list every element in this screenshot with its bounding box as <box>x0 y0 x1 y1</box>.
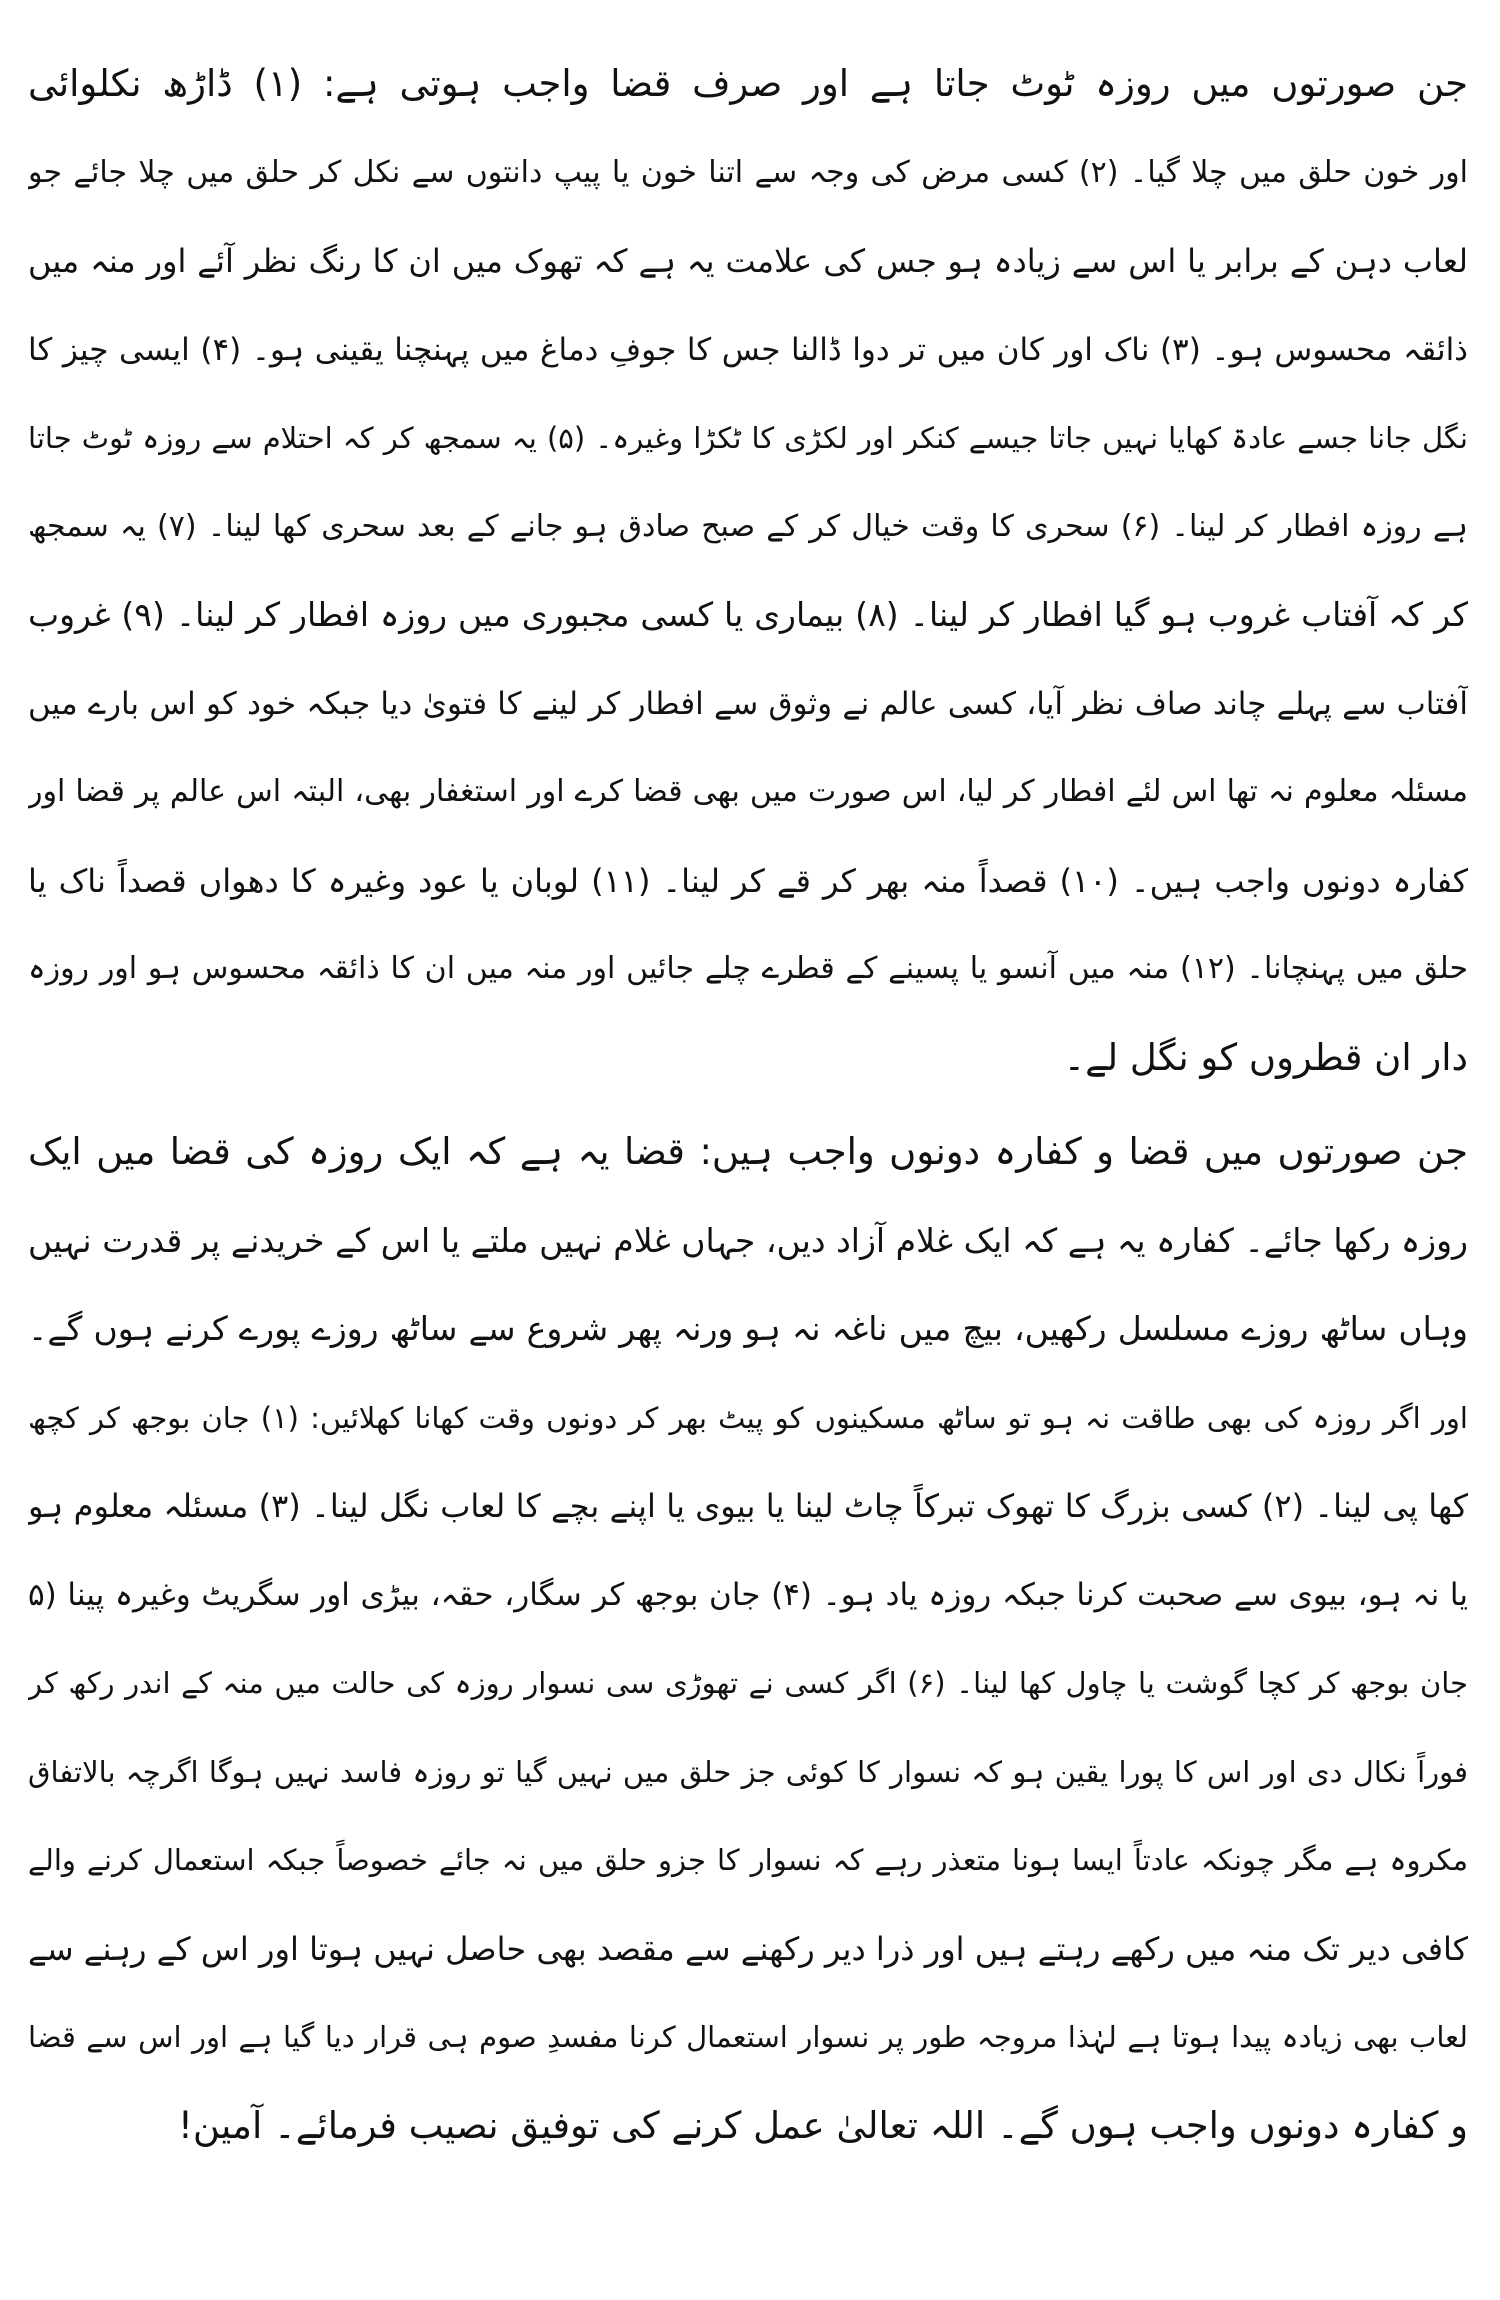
text-line: آفتاب سے پہلے چاند صاف نظر آیا، کسی عالم نے وثوق سے افطار کر لینے کا فتویٰ دیا جبکہ خود کو اس بارے میں <box>28 685 1468 722</box>
text-line: جن صورتوں میں قضا و کفارہ دونوں واجب ہیں: قضا یہ ہے کہ ایک روزہ کی قضا میں ایک <box>28 1130 1468 1173</box>
document-page <box>28 40 1468 2170</box>
text-line: کر کہ آفتاب غروب ہو گیا افطار کر لینا۔ (۸) بیماری یا کسی مجبوری میں روزہ افطار کر لینا۔ (۹) غروب <box>28 595 1468 634</box>
text-line: ذائقہ محسوس ہو۔ (۳) ناک اور کان میں تر دوا ڈالنا جس کا جوفِ دماغ میں پہنچنا یقینی ہو۔ (۴) ایسی چیز کا <box>28 331 1468 368</box>
text-line: دار ان قطروں کو نگل لے۔ <box>1063 1035 1468 1079</box>
paragraph-qaza-and-kaffara <box>28 1108 1468 2170</box>
text-line: روزہ رکھا جائے۔ کفارہ یہ ہے کہ ایک غلام آزاد دیں، جہاں غلام نہیں ملتے یا اس کے خریدنے پر قدرت نہیں <box>28 1220 1468 1260</box>
text-line: حلق میں پہنچانا۔ (۱۲) منہ میں آنسو یا پسینے کے قطرے چلے جائیں اور منہ میں ان کا ذائقہ محسوس ہو اور روزہ <box>28 951 1468 986</box>
text-line: کافی دیر تک منہ میں رکھے رہتے ہیں اور ذرا دیر رکھنے سے مقصد بھی حاصل نہیں ہوتا اور اس کے رہنے سے <box>28 1929 1468 1968</box>
text-line: جان بوجھ کر کچا گوشت یا چاول کھا لینا۔ (۶) اگر کسی نے تھوڑی سی نسوار روزہ کی حالت میں منہ کے اندر رکھ کر <box>28 1666 1468 1700</box>
text-line: فوراً نکال دی اور اس کا پورا یقین ہو کہ نسوار کا کوئی جز حلق میں نہیں گیا تو روزہ فاسد نہیں ہوگا اگرچہ بالاتفاق <box>28 1754 1468 1789</box>
text-line: وہاں ساٹھ روزے مسلسل رکھیں، بیچ میں ناغہ نہ ہو ورنہ پھر شروع سے ساٹھ روزے پورے کرنے ہوں گے۔ <box>28 1309 1468 1348</box>
text-line: لعاب بھی زیادہ پیدا ہوتا ہے لہٰذا مروجہ طور پر نسوار استعمال کرنا مفسدِ صوم ہی قرار دیا گیا ہے اور اس سے قضا <box>28 2020 1468 2054</box>
text-line: کھا پی لینا۔ (۲) کسی بزرگ کا تھوک تبرکاً چاٹ لینا یا بیوی یا اپنے بچے کا لعاب نگل لینا۔ (۳) مسئلہ معلوم ہو <box>28 1487 1468 1525</box>
text-line: کفارہ دونوں واجب ہیں۔ (۱۰) قصداً منہ بھر کر قے کر لینا۔ (۱۱) لوبان یا عود وغیرہ کا دھواں قصداً ناک یا <box>28 861 1468 900</box>
text-line: مسئلہ معلوم نہ تھا اس لئے افطار کر لیا، اس صورت میں بھی قضا کرے اور استغفار بھی، البتہ اس عالم پر قضا اور <box>28 774 1468 809</box>
text-line: و کفارہ دونوں واجب ہوں گے۔ اللہ تعالیٰ عمل کرنے کی توفیق نصیب فرمائے۔ آمین! <box>178 2103 1468 2147</box>
text-line: اور خون حلق میں چلا گیا۔ (۲) کسی مرض کی وجہ سے اتنا خون یا پیپ دانتوں سے نکل کر حلق میں چلا جائے جو <box>28 154 1468 190</box>
text-line: مکروہ ہے مگر چونکہ عادتاً ایسا ہونا متعذر رہے کہ نسوار کا جزو حلق میں نہ جائے خصوصاً جبکہ استعمال کرنے والے <box>28 1843 1468 1877</box>
text-line: لعاب دہن کے برابر یا اس سے زیادہ ہو جس کی علامت یہ ہے کہ تھوک میں ان کا رنگ نظر آئے اور منہ میں <box>28 242 1468 280</box>
paragraph-qaza-only <box>28 40 1468 1102</box>
text-line: ہے روزہ افطار کر لینا۔ (۶) سحری کا وقت خیال کر کے صبح صادق ہو جانے کے بعد سحری کھا لینا۔ (۷) یہ سمجھ <box>28 508 1468 544</box>
text-line: نگل جانا جسے عادۃ کھایا نہیں جاتا جیسے کنکر اور لکڑی کا ٹکڑا وغیرہ۔ (۵) یہ سمجھ کر کہ احتلام سے روزہ ٹوٹ جاتا <box>28 421 1468 455</box>
text-line: اور اگر روزہ کی بھی طاقت نہ ہو تو ساٹھ مسکینوں کو پیٹ بھر کر دونوں وقت کھانا کھلائیں: (۱) جان بوجھ کر کچھ <box>28 1400 1468 1435</box>
text-line: یا نہ ہو، بیوی سے صحبت کرنا جبکہ روزہ یاد ہو۔ (۴) جان بوجھ کر سگار، حقہ، بیڑی اور سگریٹ وغیرہ پینا (۵ <box>28 1576 1468 1613</box>
text-line: جن صورتوں میں روزہ ٹوٹ جاتا ہے اور صرف قضا واجب ہوتی ہے: (۱) ڈاڑھ نکلوائی <box>28 62 1468 105</box>
